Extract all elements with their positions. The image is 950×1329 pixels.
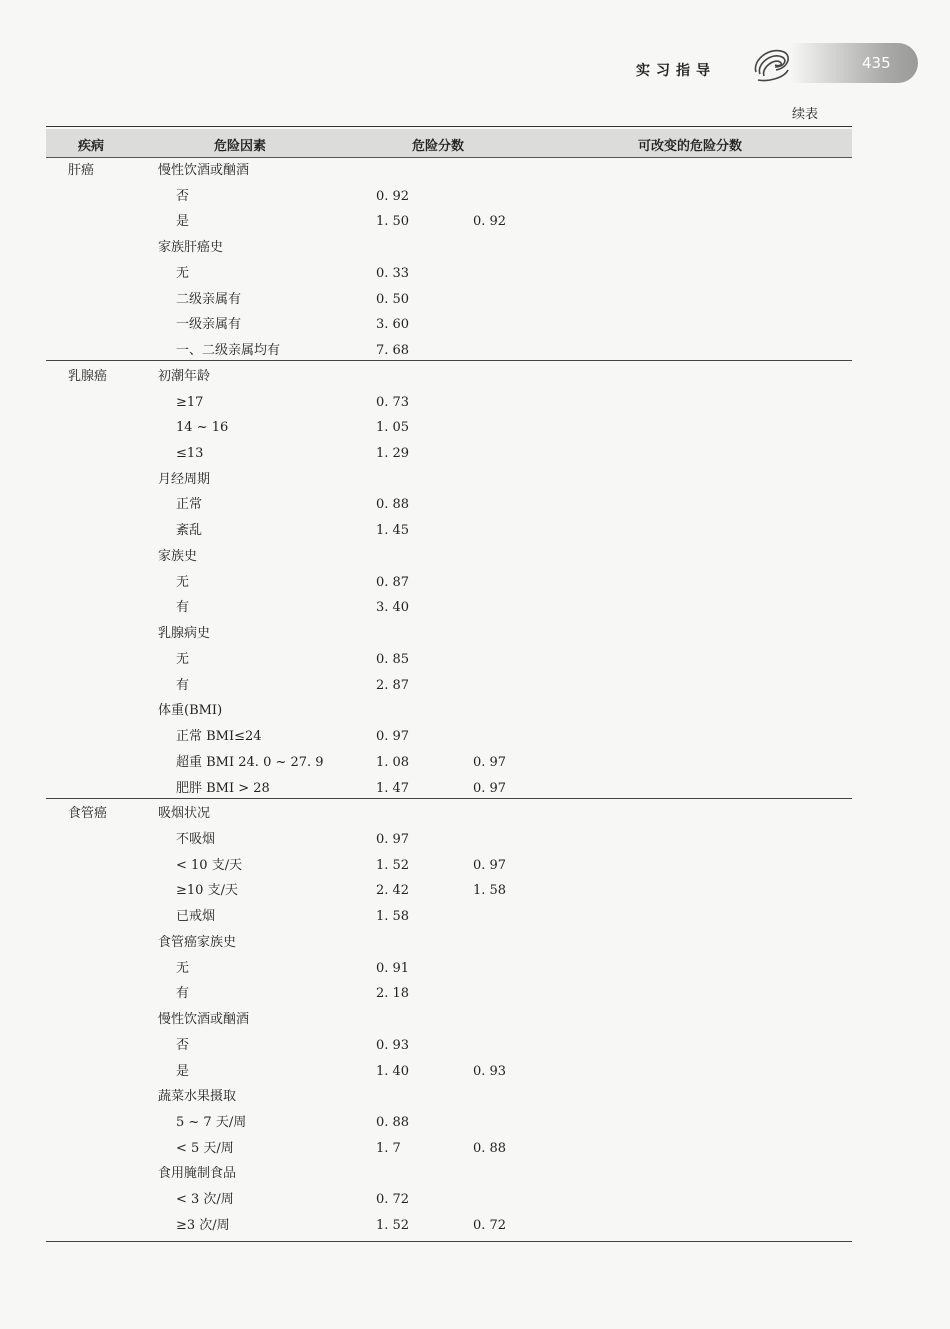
table-row <box>46 364 852 390</box>
risk-factor-cell: ≥3 次/周 <box>176 1217 230 1233</box>
table-row <box>46 1187 852 1213</box>
table-row <box>46 390 852 416</box>
risk-score-cell: 3. 40 <box>376 600 410 616</box>
risk-factor-cell: 无 <box>176 574 190 590</box>
table-row <box>46 209 852 235</box>
risk-factor-cell: 不吸烟 <box>176 831 216 847</box>
risk-score-cell: 1. 47 <box>376 780 410 796</box>
table-row <box>46 853 852 879</box>
risk-factor-cell: ≥17 <box>176 394 204 410</box>
risk-factor-cell: 无 <box>176 960 190 976</box>
table-row <box>46 698 852 724</box>
table-row <box>46 1213 852 1239</box>
risk-score-cell: 0. 88 <box>376 1115 410 1130</box>
risk-factor-cell: 吸烟状况 <box>158 806 211 822</box>
risk-score-cell: 0. 72 <box>376 1192 410 1208</box>
table-row <box>46 1136 852 1162</box>
risk-factor-cell: 食用腌制食品 <box>158 1166 237 1182</box>
risk-factor-cell: 超重 BMI 24. 0 ~ 27. 9 <box>176 754 324 770</box>
table-row <box>46 647 852 673</box>
risk-score-cell: 0. 73 <box>376 394 410 410</box>
risk-factor-cell: 家族史 <box>158 548 198 564</box>
table-row <box>46 1161 852 1187</box>
modifiable-score-cell: 0. 93 <box>473 1063 507 1079</box>
risk-factor-cell: 已戒烟 <box>176 909 216 925</box>
risk-factor-cell: 肥胖 BMI > 28 <box>176 780 270 796</box>
modifiable-score-cell: 0. 72 <box>473 1217 507 1233</box>
risk-score-cell: 0. 85 <box>376 651 410 667</box>
table-row <box>46 1059 852 1085</box>
modifiable-score-cell: 0. 92 <box>473 214 507 230</box>
table-row <box>46 235 852 261</box>
page-number: 435 <box>862 54 891 72</box>
risk-factor-cell: 有 <box>176 677 190 693</box>
disease-cell: 食管癌 <box>68 806 108 822</box>
risk-score-cell: 1. 52 <box>376 857 410 873</box>
table-row <box>46 621 852 647</box>
risk-factor-cell: 有 <box>176 600 190 616</box>
running-header-title: 实习指导 <box>636 63 716 79</box>
modifiable-score-cell: 1. 58 <box>473 883 507 899</box>
risk-score-cell: 1. 58 <box>376 909 410 925</box>
table-row <box>46 801 852 827</box>
risk-factor-cell: 14 ~ 16 <box>176 420 229 436</box>
risk-factor-cell: ≤13 <box>176 446 204 462</box>
table-header-row <box>46 129 852 158</box>
table-top-rule <box>46 126 852 127</box>
column-header-risk-score: 危险分数 <box>412 139 465 154</box>
table-row <box>46 518 852 544</box>
page-number-tab <box>790 43 918 83</box>
risk-score-cell: 1. 45 <box>376 523 410 539</box>
table-row <box>46 750 852 776</box>
disease-cell: 乳腺癌 <box>68 368 108 384</box>
risk-factor-cell: 月经周期 <box>158 471 211 487</box>
risk-factor-cell: 体重(BMI) <box>158 703 223 719</box>
table-row <box>46 904 852 930</box>
risk-score-cell: 2. 87 <box>376 677 410 693</box>
risk-score-cell: 0. 93 <box>376 1037 410 1053</box>
column-header-modifiable-risk-score: 可改变的危险分数 <box>638 139 743 154</box>
risk-factor-cell: 二级亲属有 <box>176 291 242 307</box>
table-row <box>46 570 852 596</box>
risk-factor-cell: 一、二级亲属均有 <box>176 343 281 359</box>
risk-score-cell: 0. 50 <box>376 291 410 307</box>
risk-factor-cell: ≥10 支/天 <box>176 883 238 899</box>
disease-cell: 肝癌 <box>68 163 95 178</box>
table-row <box>46 595 852 621</box>
publisher-logo-icon <box>748 42 794 86</box>
table-row <box>46 158 852 184</box>
risk-score-cell: 0. 87 <box>376 574 410 590</box>
table-row <box>46 492 852 518</box>
table-row <box>46 544 852 570</box>
table-row <box>46 673 852 699</box>
risk-score-cell: 0. 33 <box>376 265 410 281</box>
risk-factor-cell: 5 ~ 7 天/周 <box>176 1115 247 1130</box>
table-row <box>46 981 852 1007</box>
risk-factor-cell: 正常 <box>176 497 203 513</box>
risk-factor-cell: 紊乱 <box>176 523 203 539</box>
risk-score-cell: 1. 40 <box>376 1063 410 1079</box>
table-row <box>46 467 852 493</box>
column-header-risk-factor: 危险因素 <box>214 139 267 154</box>
risk-factor-cell: 慢性饮酒或酗酒 <box>158 1012 250 1028</box>
table-row <box>46 312 852 338</box>
risk-factor-cell: < 3 次/周 <box>176 1192 234 1208</box>
risk-factor-cell: 无 <box>176 265 190 281</box>
risk-factor-cell: < 10 支/天 <box>176 857 243 873</box>
group-separator-rule <box>46 798 852 799</box>
modifiable-score-cell: 0. 88 <box>473 1140 507 1156</box>
risk-score-cell: 1. 05 <box>376 420 410 436</box>
risk-score-cell: 3. 60 <box>376 317 410 333</box>
table-row <box>46 1084 852 1110</box>
risk-factor-cell: 慢性饮酒或酗酒 <box>158 163 250 178</box>
table-row <box>46 724 852 750</box>
risk-score-cell: 0. 92 <box>376 188 410 204</box>
risk-score-cell: 1. 52 <box>376 1217 410 1233</box>
risk-factor-cell: 家族肝癌史 <box>158 240 224 256</box>
modifiable-score-cell: 0. 97 <box>473 857 507 873</box>
risk-score-cell: 0. 97 <box>376 831 410 847</box>
table-row <box>46 1033 852 1059</box>
table-row <box>46 827 852 853</box>
risk-score-cell: 2. 42 <box>376 883 410 899</box>
modifiable-score-cell: 0. 97 <box>473 754 507 770</box>
risk-factor-cell: 是 <box>176 1063 190 1079</box>
risk-factor-cell: 否 <box>176 188 190 204</box>
risk-factor-cell: 蔬菜水果摄取 <box>158 1089 237 1105</box>
risk-factor-cell: 正常 BMI≤24 <box>176 729 262 745</box>
risk-score-cell: 1. 7 <box>376 1140 401 1156</box>
continued-table-label: 续表 <box>792 107 819 122</box>
risk-factor-cell: 有 <box>176 986 190 1002</box>
risk-factor-cell: < 5 天/周 <box>176 1140 234 1156</box>
risk-score-cell: 2. 18 <box>376 986 410 1002</box>
table-row <box>46 878 852 904</box>
risk-score-cell: 1. 50 <box>376 214 410 230</box>
table-bottom-rule <box>46 1241 852 1242</box>
group-separator-rule <box>46 360 852 361</box>
risk-factor-cell: 初潮年龄 <box>158 368 211 384</box>
risk-factor-cell: 食管癌家族史 <box>158 934 237 950</box>
table-row <box>46 415 852 441</box>
risk-score-cell: 1. 08 <box>376 754 410 770</box>
risk-factor-cell: 乳腺病史 <box>158 626 211 642</box>
risk-factor-cell: 否 <box>176 1037 190 1053</box>
risk-factor-cell: 一级亲属有 <box>176 317 242 333</box>
table-row <box>46 261 852 287</box>
table-row <box>46 930 852 956</box>
table-row <box>46 184 852 210</box>
risk-factor-cell: 无 <box>176 651 190 667</box>
risk-score-cell: 7. 68 <box>376 343 410 359</box>
modifiable-score-cell: 0. 97 <box>473 780 507 796</box>
table-row <box>46 1007 852 1033</box>
risk-score-cell: 1. 29 <box>376 446 410 462</box>
risk-score-cell: 0. 97 <box>376 729 410 745</box>
column-header-disease: 疾病 <box>78 139 105 154</box>
risk-factor-cell: 是 <box>176 214 190 230</box>
table-row <box>46 956 852 982</box>
table-row <box>46 287 852 313</box>
risk-score-cell: 0. 88 <box>376 497 410 513</box>
risk-score-cell: 0. 91 <box>376 960 410 976</box>
table-row <box>46 441 852 467</box>
table-row <box>46 1110 852 1136</box>
